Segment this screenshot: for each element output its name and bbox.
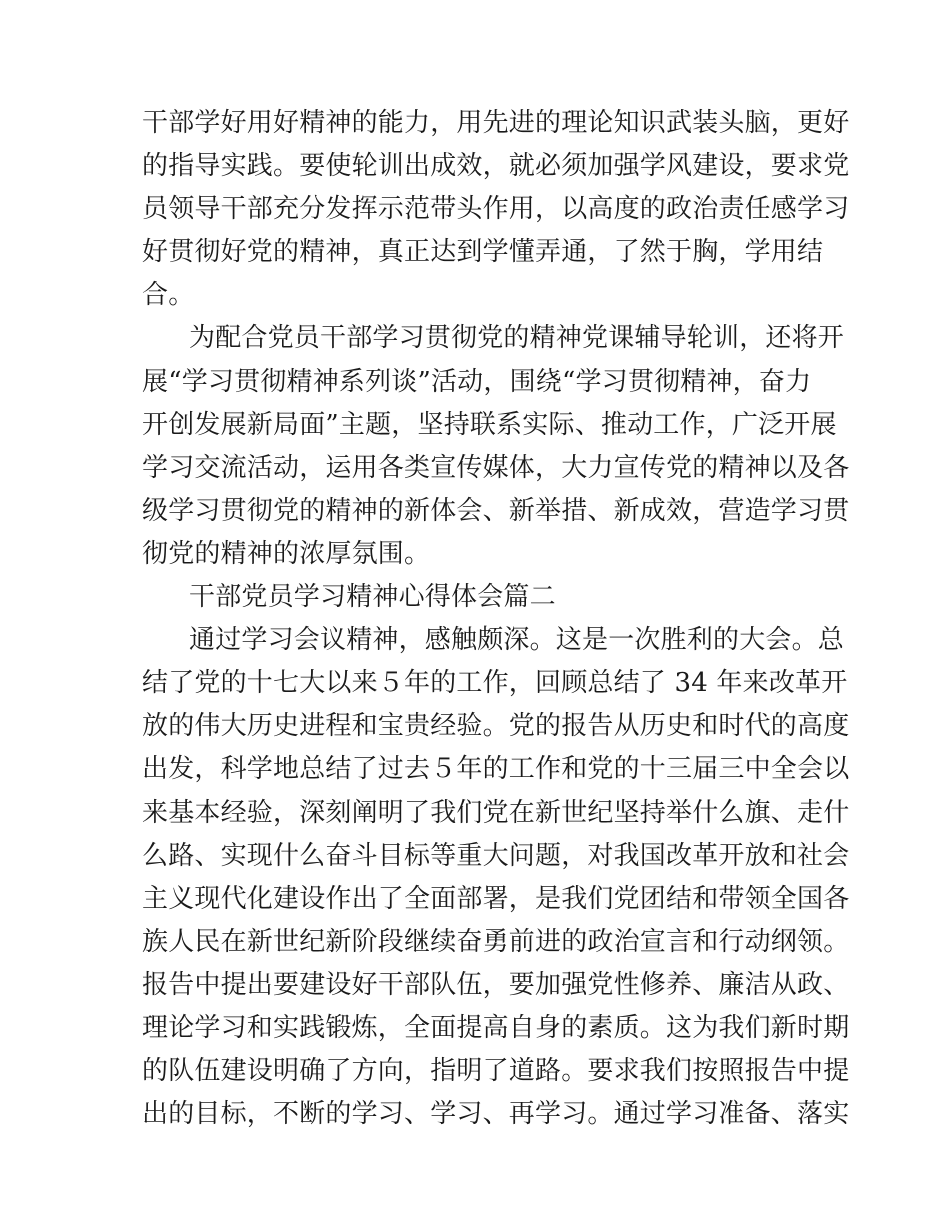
text-line: 理论学习和实践锻炼，全面提高自身的素质。这为我们新时期	[142, 1012, 850, 1043]
text-line: 出的目标，不断的学习、学习、再学习。通过学习准备、落实	[142, 1099, 850, 1130]
text-line: 报告中提出要建设好干部队伍，要加强党性修养、廉洁从政、	[142, 969, 850, 1000]
paragraph-start-line: 为配合党员干部学习贯彻党的精神党课辅导轮训，还将开	[189, 323, 845, 354]
paragraph-start-line: 通过学习会议精神，感触颇深。这是一次胜利的大会。总	[189, 625, 845, 656]
text-line: 来基本经验，深刻阐明了我们党在新世纪坚持举什么旗、走什	[142, 797, 850, 828]
text-line: 彻党的精神的浓厚氛围。	[142, 538, 431, 569]
section-heading: 干部党员学习精神心得体会篇二	[189, 582, 556, 613]
text-line: 族人民在新世纪新阶段继续奋勇前进的政治宣言和行动纲领。	[142, 926, 850, 957]
text-line: 放的伟大历史进程和宝贵经验。党的报告从历史和时代的高度	[142, 711, 850, 742]
text-line: 展“学习贯彻精神系列谈”活动，围绕“学习贯彻精神，奋力	[142, 366, 812, 397]
text-line: 好贯彻好党的精神，真正达到学懂弄通，了然于胸，学用结	[142, 237, 824, 268]
text-line: 主义现代化建设作出了全面部署，是我们党团结和带领全国各	[142, 883, 850, 914]
text-line: 学习交流活动，运用各类宣传媒体，大力宣传党的精神以及各	[142, 452, 850, 483]
text-line: 结了党的十七大以来５年的工作，回顾总结了 34 年来改革开	[142, 668, 848, 699]
document-body	[142, 102, 850, 1136]
text-line: 的指导实践。要使轮训出成效，就必须加强学风建设，要求党	[142, 151, 850, 182]
text-line: 么路、实现什么奋斗目标等重大问题，对我国改革开放和社会	[142, 840, 850, 871]
text-line: 合。	[142, 280, 195, 311]
text-line: 干部学好用好精神的能力，用先进的理论知识武装头脑，更好	[142, 108, 850, 138]
text-line: 的队伍建设明确了方向，指明了道路。要求我们按照报告中提	[142, 1056, 850, 1087]
text-line: 员领导干部充分发挥示范带头作用，以高度的政治责任感学习	[142, 194, 850, 225]
text-line: 开创发展新局面”主题，坚持联系实际、推动工作，广泛开展	[142, 409, 837, 440]
text-line: 出发，科学地总结了过去５年的工作和党的十三届三中全会以	[142, 754, 850, 785]
text-line: 级学习贯彻党的精神的新体会、新举措、新成效，营造学习贯	[142, 495, 850, 526]
